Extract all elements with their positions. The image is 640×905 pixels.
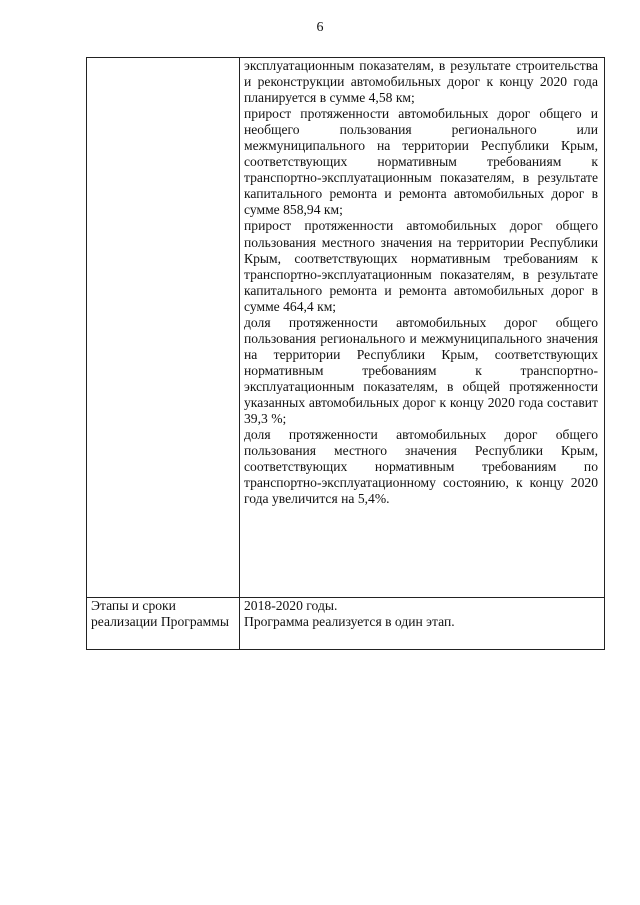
row-content-cell	[240, 58, 605, 598]
paragraph-period: 2018-2020 годы.	[244, 598, 338, 613]
paragraph-regional-roads-share: доля протяженности автомобильных дорог общего пользования регионального и межмуниципального значения на территории Республики Крым, соответствующих нормативным требованиям к транспортно-эксплуатационным показателям, в общей протяженности указанных автомобильных дорог к концу 2020 года составит 39,3 %;	[244, 314, 598, 427]
paragraph-indicator-construction: эксплуатационным показателям, в результате строительства и реконструкции автомобильных дорог к концу 2020 года планируется в сумме 4,58 км;	[244, 58, 598, 106]
paragraph-regional-roads-growth: прирост протяженности автомобильных дорог общего и необщего пользования регионального или межмуниципального на территории Республики Крым, соответствующих нормативным требованиям к транспортно-эксплуатационным показателям, в результате капитального ремонта и ремонта автомобильных дорог в сумме 858,94 км;	[244, 106, 598, 218]
row-label-cell	[87, 58, 240, 598]
paragraph-local-roads-growth: прирост протяженности автомобильных дорог общего пользования местного значения на территории Республики Крым, соответствующих нормативным требованиям к транспортно-эксплуатационным показателям, в результате капитального ремонта и ремонта автомобильных дорог в сумме 464,4 км;	[244, 218, 598, 314]
page-number: 6	[316, 20, 324, 35]
table-row	[87, 598, 605, 650]
row-content-cell	[240, 598, 605, 650]
paragraph-local-roads-share: доля протяженности автомобильных дорог общего пользования местного значения Республики Крым, соответствующих нормативным требованиям по транспортно-эксплуатационному состоянию, к концу 2020 года увеличится на 5,4%.	[244, 427, 598, 507]
paragraph-stages: Программа реализуется в один этап.	[244, 614, 455, 630]
program-passport-table	[86, 57, 605, 650]
table-row	[87, 58, 605, 598]
row-label-cell: Этапы и сроки реализации Программы	[87, 598, 240, 650]
